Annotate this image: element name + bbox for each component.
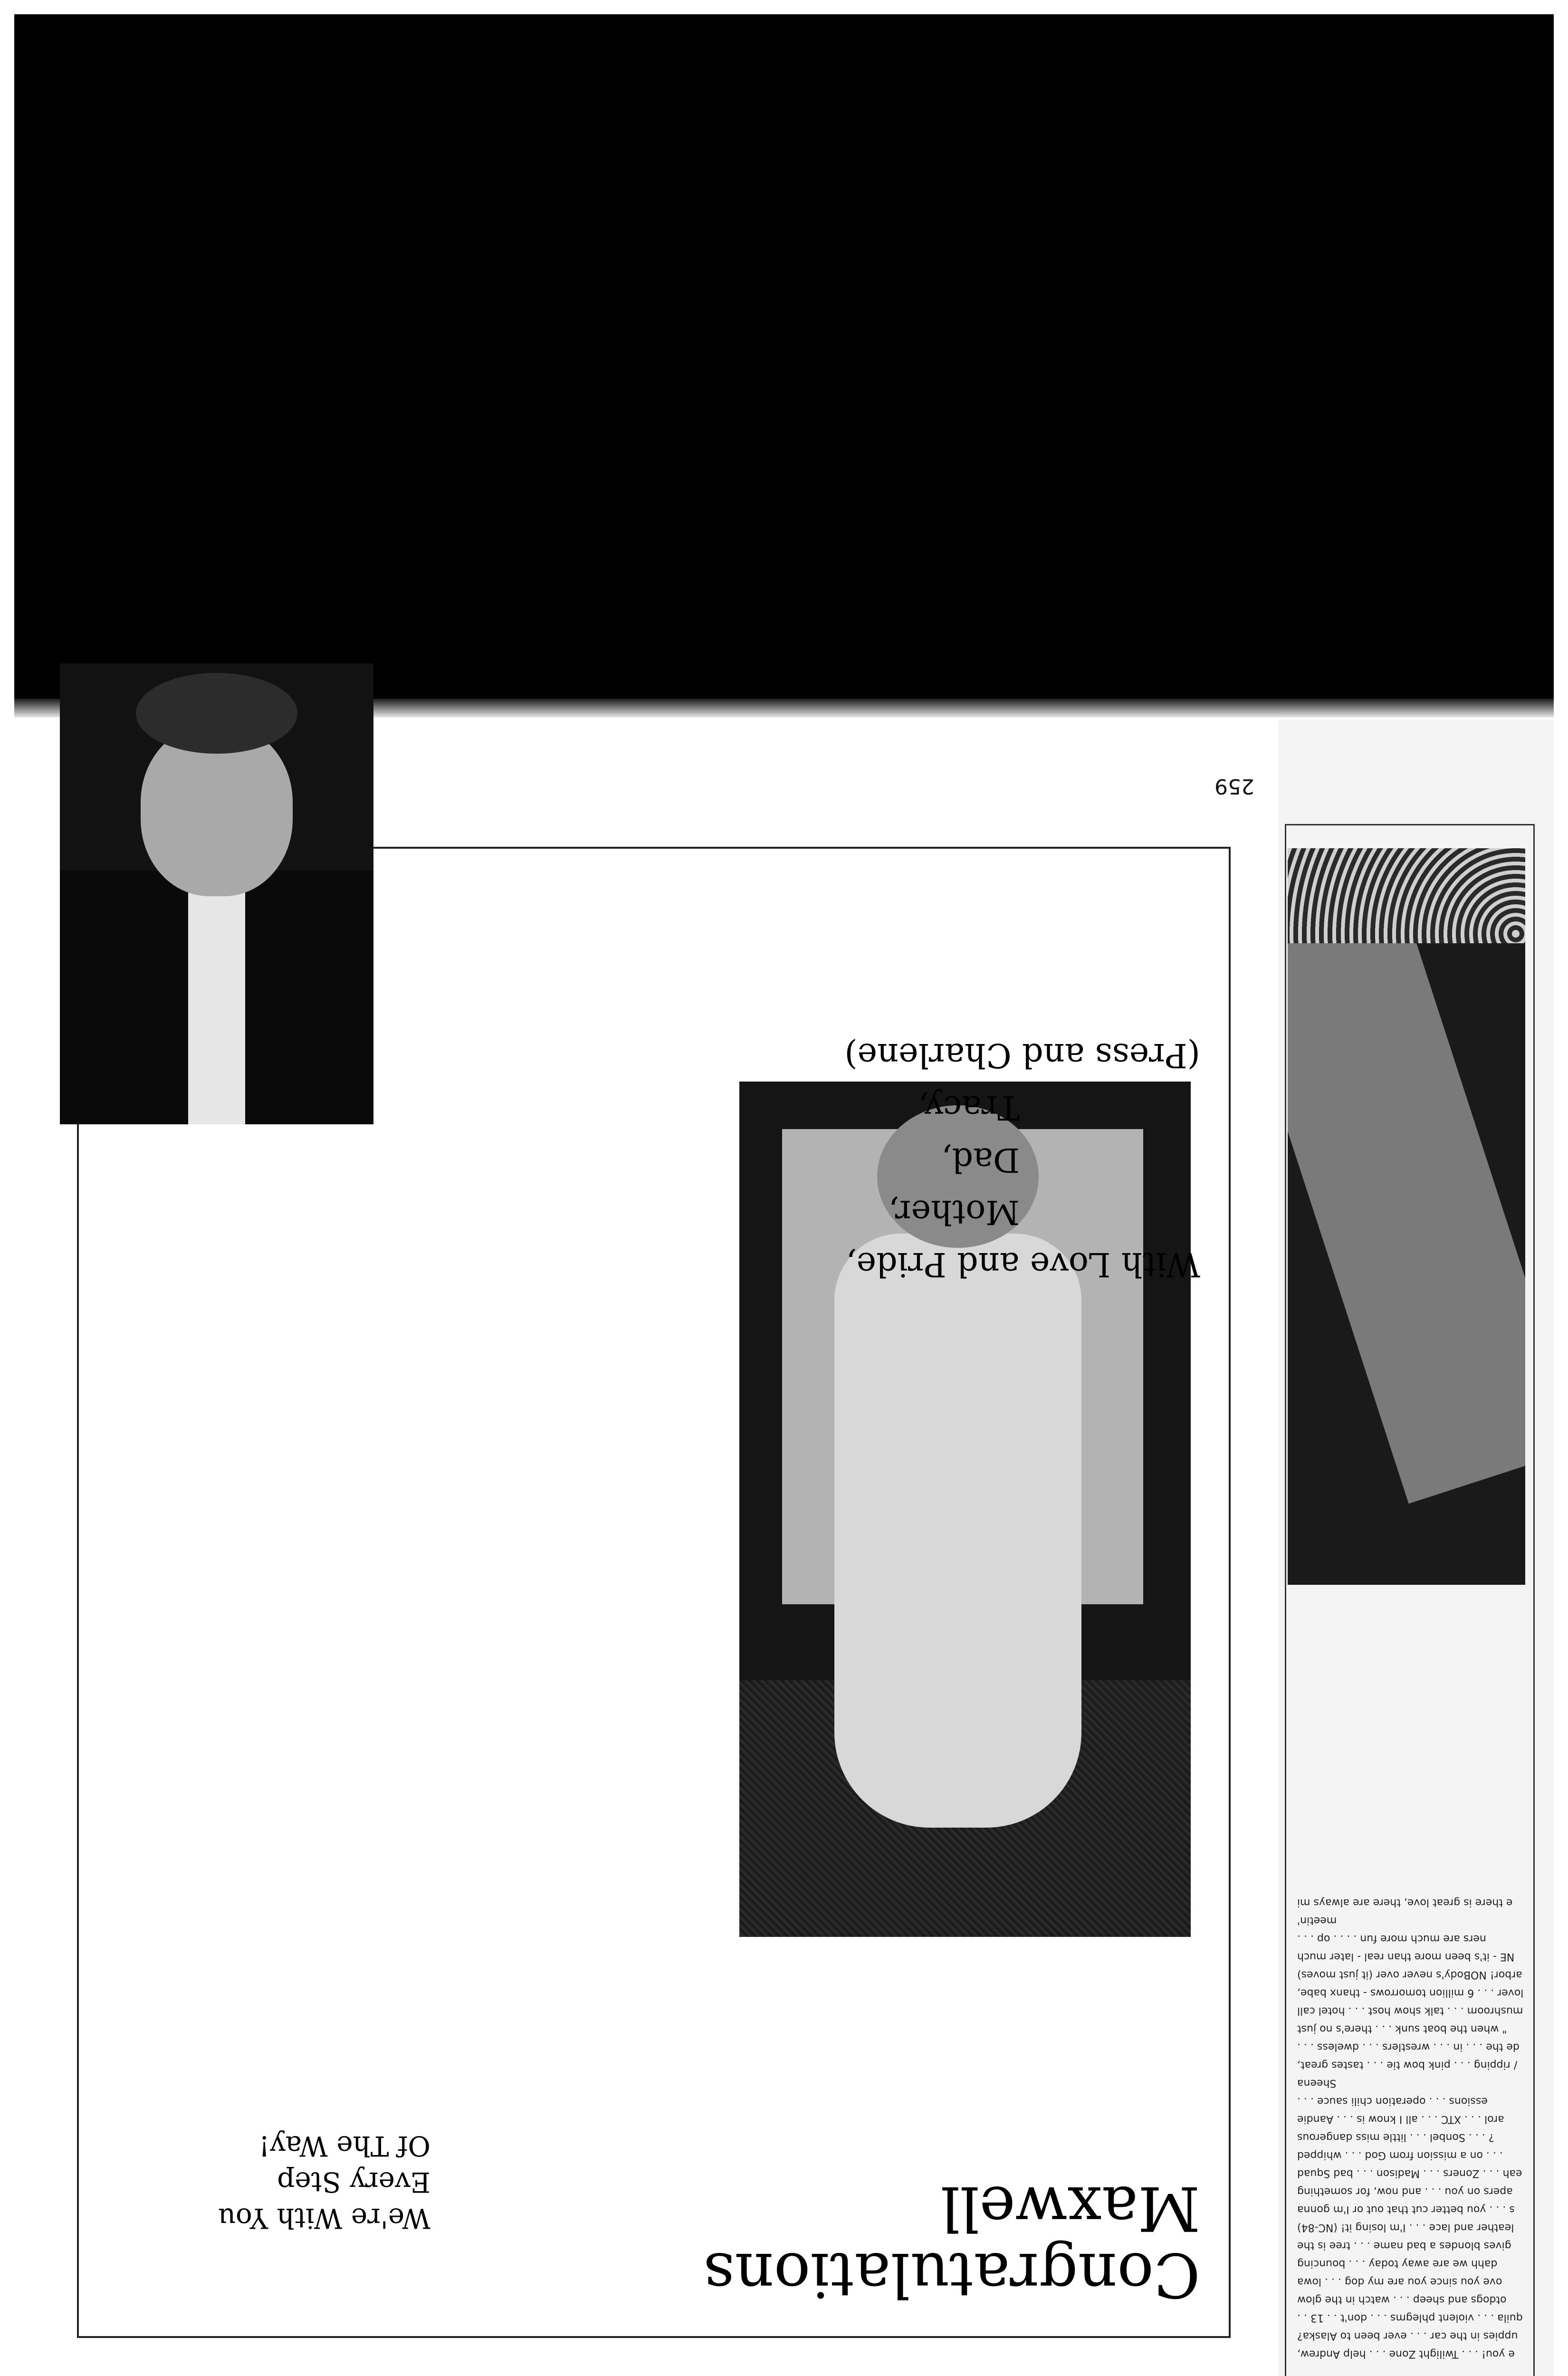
adjacent-page-line: mushroom . . . talk show host . . . hotel call [1297,2005,1523,2017]
subtitle-line-1: We're With You [218,2202,430,2234]
adjacent-page-line: ners are much more fun . . . . op . . . meetin' [1297,1915,1486,1945]
photo-baby-figure [834,1234,1081,1828]
adjacent-page-text [1297,1611,1525,2376]
adjacent-page-photo [1288,848,1525,1585]
portrait-shirt [188,877,245,1124]
graduate-portrait-photo [60,663,373,1124]
adjacent-page-line: apers on you . . . and now, for something [1297,2185,1513,2197]
message-line-4: Tracy, [918,1088,1020,1127]
adjacent-page-line: essions . . . operation chili sauce . . . Sheena [1297,2077,1488,2107]
adjacent-page-line: de the . . . in . . . wrestlers . . . dweless . . . [1297,2041,1520,2053]
adjacent-page-lines [1297,1893,1525,2363]
black-scan-background [14,14,1554,713]
adjacent-page-line: arbor! NOBody's never over (it just moves) [1297,1969,1522,1981]
adjacent-page-line: otdogs and sheep . . . watch in the glow [1297,2294,1507,2306]
family-message [559,1029,1200,1291]
adjacent-page-line: leather and lace . . . I'm losing it! (NC-84) [1297,2222,1514,2233]
title-line-name: Maxwell [940,2173,1200,2243]
photo-tree-trunk [1288,906,1525,1504]
adjacent-page-line: " when the boat sunk . . . there's no just [1297,2023,1507,2035]
adjacent-page-line: e there is great love, there are always mi [1297,1897,1513,1908]
adjacent-page-line: eah . . . Zoners . . . Madison . . . bad Squad [1297,2167,1522,2179]
subtitle-line-3: Of The Way! [258,2130,430,2162]
adjacent-page-line: lover . . . 6 million tomorrows - thanx babe, [1297,1987,1524,1999]
message-line-5: (Press and Charlene) [844,1036,1200,1075]
message-line-1: With Love and Pride, [846,1245,1200,1284]
adjacent-page-line: ? . . . Sonbel . . . little miss dangerous [1297,2131,1494,2143]
ad-title [630,2175,1200,2308]
adjacent-page-line: ove you since you are my dog . . . lowa [1297,2276,1502,2288]
photo-leaves [1288,848,1525,943]
portrait-hair [136,673,297,754]
adjacent-page-line: gives blondes a bad name . . . tree is the [1297,2240,1511,2251]
message-line-3: Dad, [941,1140,1020,1179]
adjacent-page-line: s . . . you better cut that out or I'm gonna [1297,2204,1515,2215]
title-line-congratulations: Congratulations [703,2239,1200,2310]
adjacent-page-line: NE - it's been more than real - later much [1297,1951,1515,1963]
message-line-2: Mother, [888,1193,1020,1232]
adjacent-page-line: uppies in the car . . . ever been to Alaska? [1297,2330,1518,2342]
adjacent-page [1278,720,1554,2376]
adjacent-page-line: quila . . . violent phlegms . . . don't . . 13 . . [1297,2312,1523,2324]
adjacent-page-line: dahh we are away today . . . bouncing [1297,2258,1498,2270]
subtitle-line-2: Every Step [277,2166,430,2198]
ad-frame [77,847,1231,2338]
ad-subtitle [98,2128,430,2236]
adjacent-page-line: e you! . . . Twilight Zone . . . help Andrew, [1297,2348,1515,2360]
yearbook-page [14,720,1288,2376]
adjacent-page-line: arol . . . XTC . . . all I know is . . . Aandie [1297,2113,1504,2125]
adjacent-page-line: . . . on a mission from God . . . whipped [1297,2149,1503,2161]
page-number: 259 [1214,774,1254,798]
adjacent-page-line: / ripping . . . pink bow tie . . . tastes great, [1297,2059,1518,2071]
